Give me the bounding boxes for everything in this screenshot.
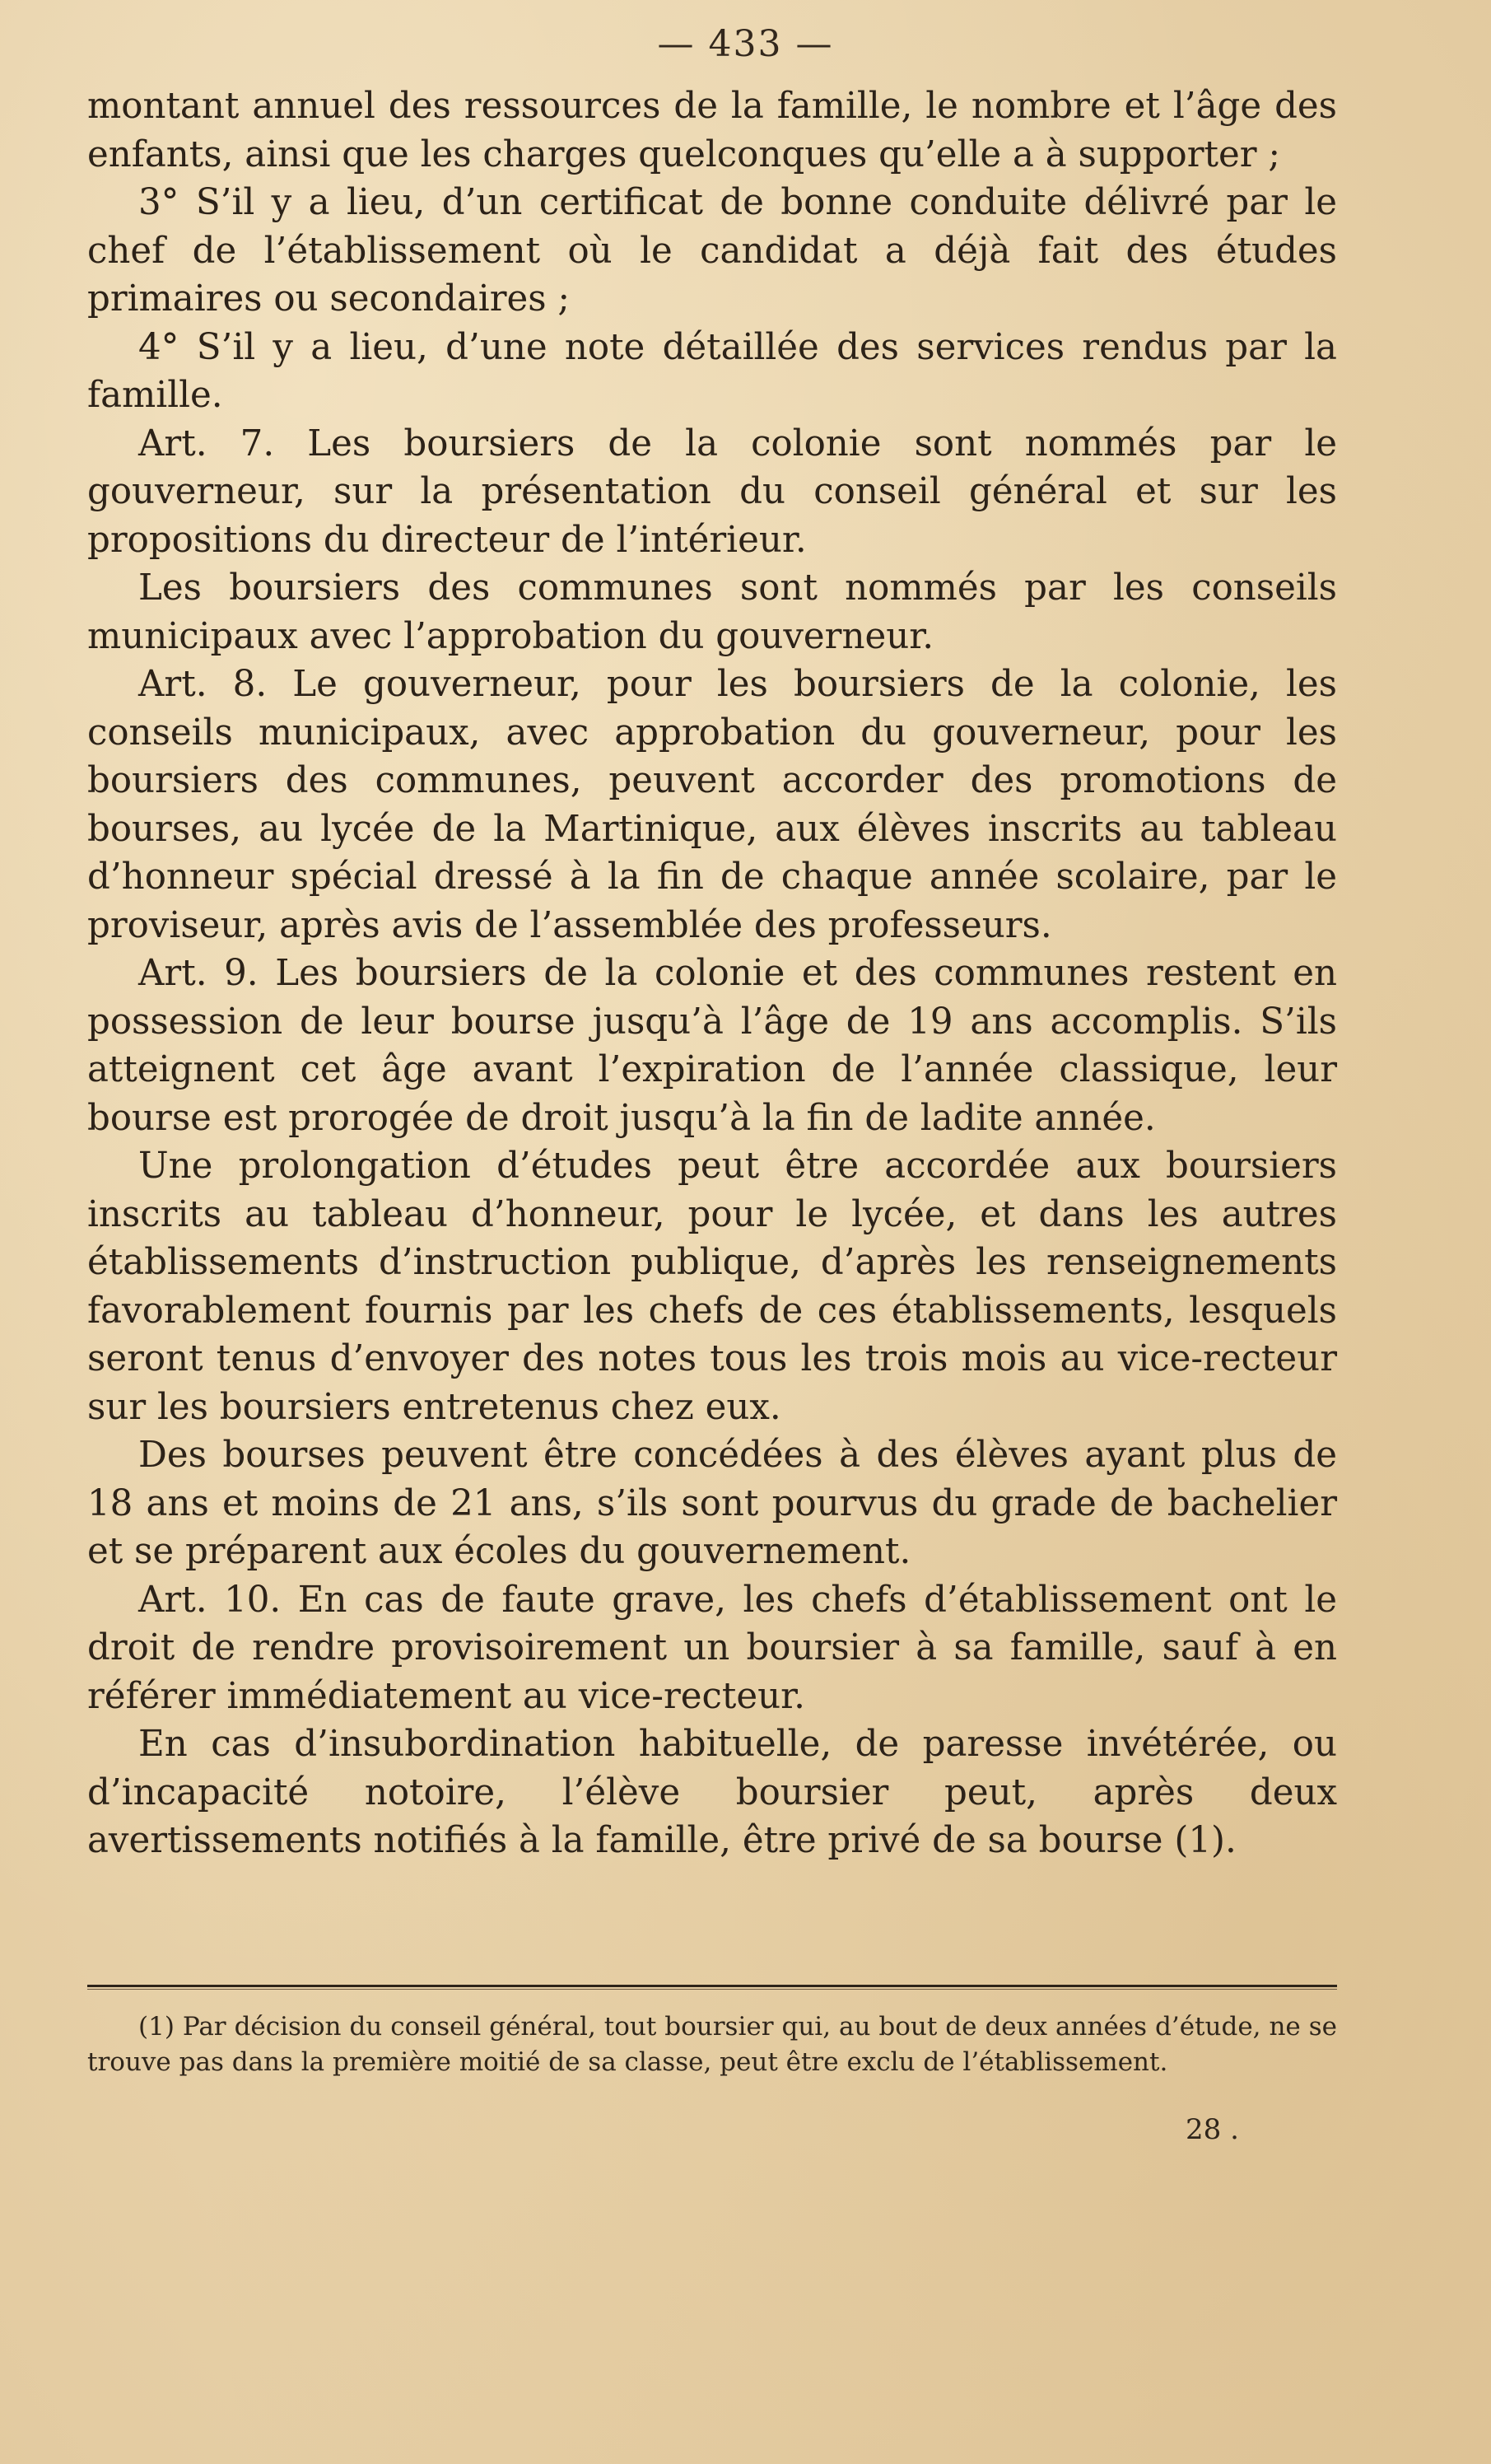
paragraph: Une prolongation d’études peut être accordée aux boursiers inscrits au tableau d’honneur, pour le lycée, et dans les autres établissements d’instruction publique, d’après les renseignements favorablement fournis par les chefs de ces établissements, lesquels seront tenus d’envoyer des notes tous les trois mois au vice-recteur sur les boursiers entretenus chez eux. [87,1146,1337,1428]
signature-mark: 28 . [1186,2113,1239,2146]
footnote: (1) Par décision du conseil général, tout boursier qui, au bout de deux années d’étude, ne se trouve pas dans la première moitié de sa classe, peut être exclu de l’établissement. [87,2012,1337,2077]
paragraph: montant annuel des ressources de la famille, le nombre et l’âge des enfants, ainsi que les charges quelconques qu’elle a à supporter ; [87,86,1337,175]
paragraph: Les boursiers des communes sont nommés par les conseils municipaux avec l’approbation du gouverneur. [87,567,1337,657]
paragraph: Art. 10. En cas de faute grave, les chefs d’établissement ont le droit de rendre provisoirement un boursier à sa famille, sauf à en référer immédiatement au vice-recteur. [87,1579,1337,1717]
paragraph: Des bourses peuvent être concédées à des élèves ayant plus de 18 ans et moins de 21 ans, s’ils sont pourvus du grade de bachelier et se préparent aux écoles du gouvernement. [87,1435,1337,1572]
paragraph: Art. 7. Les boursiers de la colonie sont nommés par le gouverneur, sur la présentation du conseil général et sur les propositions du directeur de l’intérieur. [87,422,1337,561]
paragraph: 4° S’il y a lieu, d’une note détaillée des services rendus par la famille. [87,326,1337,416]
footnote-divider [87,1985,1337,1990]
paragraph: Art. 8. Le gouverneur, pour les boursiers de la colonie, les conseils municipaux, avec approbation du gouverneur, pour les boursiers des communes, peuvent accorder des promotions de bourses, au lycée de la Martinique, aux élèves inscrits au tableau d’honneur spécial dressé à la fin de chaque année scolaire, par le proviseur, après avis de l’assemblée des professeurs. [87,664,1337,946]
body-text [87,82,1337,1865]
paragraph: Art. 9. Les boursiers de la colonie et des communes restent en possession de leur bourse jusqu’à l’âge de 19 ans accomplis. S’ils atteignent cet âge avant l’expiration de l’année classique, leur bourse est prorogée de droit jusqu’à la fin de ladite année. [87,953,1337,1139]
page-number-header: — 433 — [657,23,834,65]
paragraph: En cas d’insubordination habituelle, de paresse invétérée, ou d’incapacité notoire, l’élève boursier peut, après deux avertissements notifiés à la famille, être privé de sa bourse (1). [87,1724,1337,1861]
paragraph: 3° S’il y a lieu, d’un certificat de bonne conduite délivré par le chef de l’établissement où le candidat a déjà fait des études primaires ou secondaires ; [87,182,1337,320]
